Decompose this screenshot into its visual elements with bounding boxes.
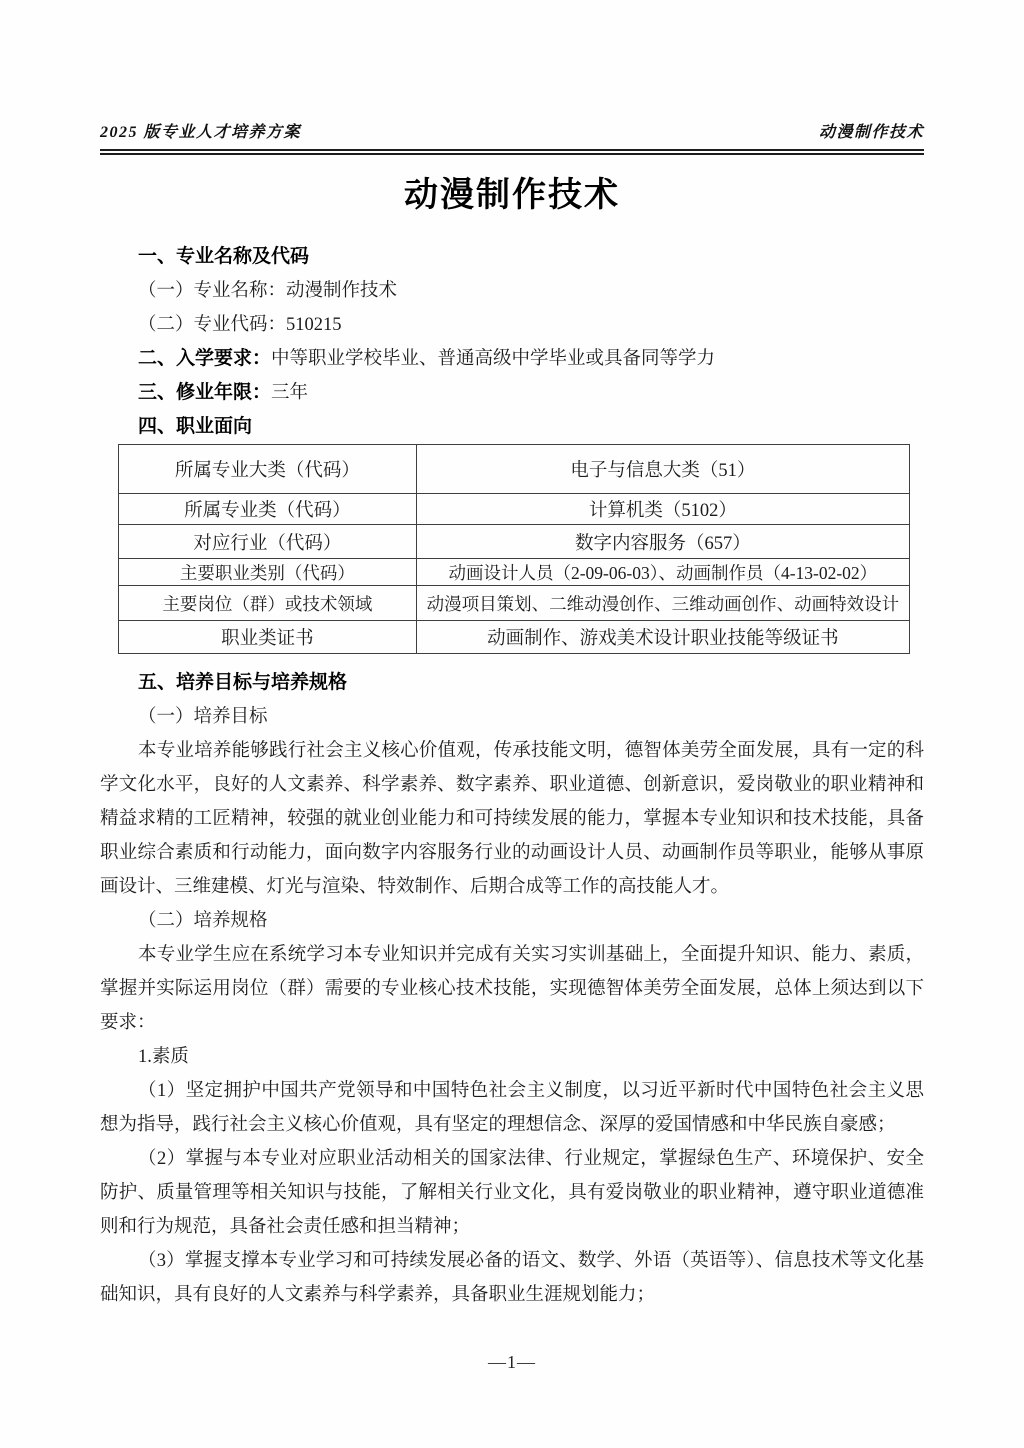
table-label-cell: 职业类证书: [119, 621, 417, 654]
table-row: [119, 525, 910, 559]
career-orientation-table: [118, 444, 910, 654]
table-label-cell: 主要职业类别（代码）: [119, 559, 417, 586]
table-row: [119, 445, 910, 494]
table-value-cell: 动画设计人员（2-09-06-03）、动画制作员（4-13-02-02）: [416, 559, 909, 586]
section-heading: 一、专业名称及代码: [138, 246, 310, 267]
table-label-cell: 所属专业大类（代码）: [119, 445, 417, 494]
item-text: 三年: [271, 383, 309, 403]
paragraph: （3）掌握支撑本专业学习和可持续发展必备的语文、数学、外语（英语等）、信息技术等文化基础知识，具有良好的人文素养与科学素养，具备职业生涯规划能力；: [100, 1251, 924, 1305]
sub-item: 1.素质: [138, 1047, 189, 1067]
section-heading: 四、职业面向: [138, 416, 253, 437]
page-footer: [0, 1352, 1024, 1373]
sub-item: （二）专业代码：510215: [138, 315, 342, 335]
page-header: [100, 0, 924, 142]
item-label: 二、入学要求：: [138, 348, 272, 369]
item-text: 中等职业学校毕业、普通高级中学毕业或具备同等学力: [271, 349, 716, 369]
table-row: [119, 586, 910, 621]
header-left-text: 2025 版专业人才培养方案: [100, 124, 302, 141]
sub-item: （一）培养目标: [138, 707, 268, 727]
labeled-item: [100, 376, 924, 410]
table-row: [119, 559, 910, 586]
table-row: [119, 621, 910, 654]
paragraph: （1）坚定拥护中国共产党领导和中国特色社会主义制度，以习近平新时代中国特色社会主义思想为指导，践行社会主义核心价值观，具有坚定的理想信念、深厚的爱国情感和中华民族自豪感；: [100, 1081, 924, 1135]
document-body: [100, 240, 924, 1312]
labeled-item: [100, 342, 924, 376]
item-label: 三、修业年限：: [138, 382, 272, 403]
paragraph: 本专业学生应在系统学习本专业知识并完成有关实习实训基础上，全面提升知识、能力、素质，掌握并实际运用岗位（群）需要的专业核心技术技能，实现德智体美劳全面发展，总体上须达到以下要求：: [100, 945, 924, 1033]
table-label-cell: 所属专业类（代码）: [119, 494, 417, 525]
table-value-cell: 动漫项目策划、二维动漫创作、三维动画创作、动画特效设计: [416, 586, 909, 621]
page-number: —1—: [488, 1352, 536, 1372]
paragraph: （2）掌握与本专业对应职业活动相关的国家法律、行业规定，掌握绿色生产、环境保护、安全防护、质量管理等相关知识与技能，了解相关行业文化，具有爱岗敬业的职业精神，遵守职业道德准则和行为规范，具备社会责任感和担当精神；: [100, 1149, 924, 1237]
sub-item: （一）专业名称：动漫制作技术: [138, 281, 398, 301]
paragraph: 本专业培养能够践行社会主义核心价值观，传承技能文明，德智体美劳全面发展，具有一定的科学文化水平，良好的人文素养、科学素养、数字素养、职业道德、创新意识，爱岗敬业的职业精神和精益求精的工匠精神，较强的就业创业能力和可持续发展的能力，掌握本专业知识和技术技能，具备职业综合素质和行动能力，面向数字内容服务行业的动画设计人员、动画制作员等职业，能够从事原画设计、三维建模、灯光与渲染、特效制作、后期合成等工作的高技能人才。: [100, 741, 924, 897]
header-right-text: 动漫制作技术: [818, 124, 924, 141]
section-heading: 五、培养目标与培养规格: [138, 672, 348, 693]
header-double-rule: [100, 149, 924, 155]
table-value-cell: 数字内容服务（657）: [416, 525, 909, 559]
table-label-cell: 对应行业（代码）: [119, 525, 417, 559]
sub-item: （二）培养规格: [138, 911, 268, 931]
table-value-cell: 计算机类（5102）: [416, 494, 909, 525]
document-title: 动漫制作技术: [404, 177, 620, 214]
table-value-cell: 动画制作、游戏美术设计职业技能等级证书: [416, 621, 909, 654]
table-row: [119, 494, 910, 525]
table-label-cell: 主要岗位（群）或技术领域: [119, 586, 417, 621]
table-value-cell: 电子与信息大类（51）: [416, 445, 909, 494]
